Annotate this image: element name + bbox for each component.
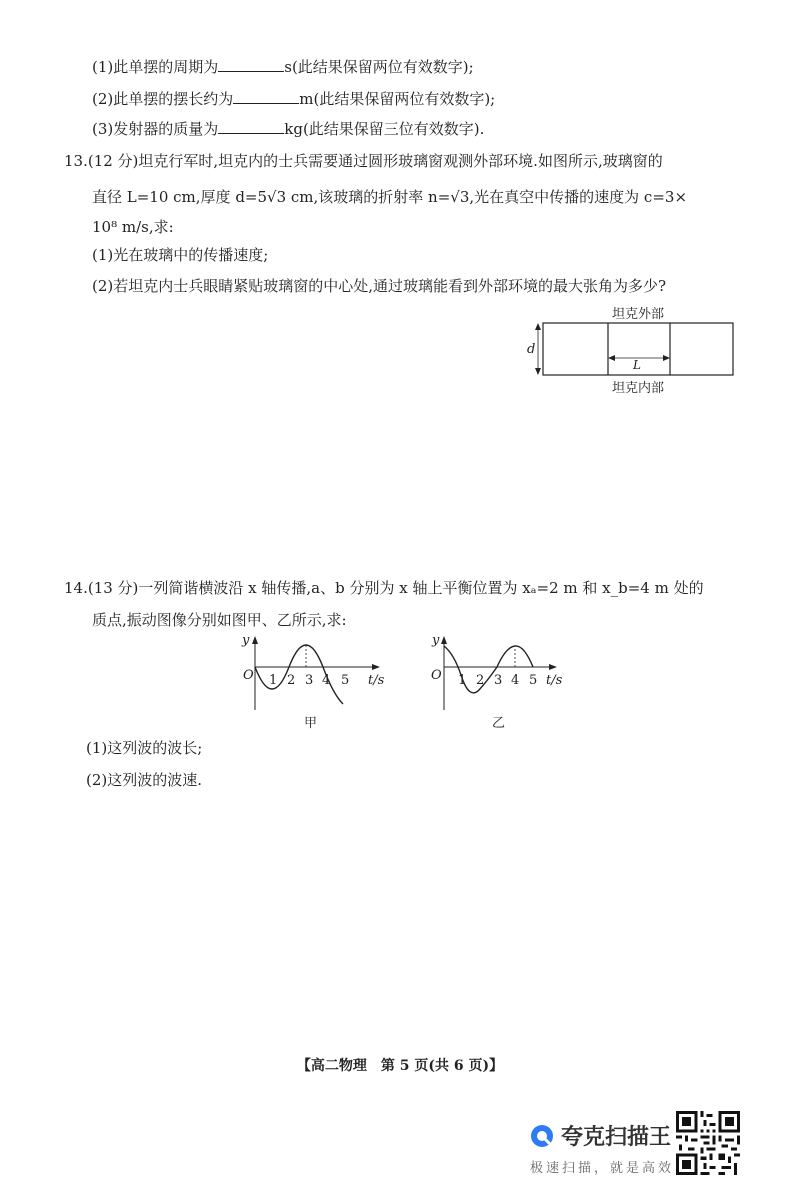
q13-line2: 直径 L=10 cm,厚度 d=5√3 cm,该玻璃的折射率 n=√3,光在真空中传播的速度为 c=3× — [92, 188, 688, 206]
graph-b-tick: 5 — [529, 673, 538, 688]
q13-line1: 13.(12 分)坦克行军时,坦克内的士兵需要通过圆形玻璃窗观测外部环境.如图所示,玻璃窗的 — [64, 152, 663, 170]
q12-item1 — [92, 57, 474, 77]
graph-a-x-label: t/s — [368, 673, 385, 688]
q13-sub2: (2)若坦克内士兵眼睛紧贴玻璃窗的中心处,通过玻璃能看到外部环境的最大张角为多少? — [92, 277, 667, 295]
q12-item3-post: kg(此结果保留三位有效数字). — [284, 120, 485, 138]
brand-tagline: 极速扫描，就是高效 — [530, 1161, 675, 1176]
answer-blank — [218, 119, 284, 134]
q14-line1: 14.(13 分)一列简谐横波沿 x 轴传播,a、b 分别为 x 轴上平衡位置为 xₐ=2 m 和 x_b=4 m 处的 — [64, 579, 704, 597]
q12-item3 — [92, 119, 484, 139]
graph-b-y-label: y — [432, 633, 440, 648]
graph-b-origin: O — [431, 668, 442, 683]
qr-code-icon — [676, 1111, 740, 1175]
graph-b-t-arrow — [549, 664, 557, 670]
q14-sub1: (1)这列波的波长; — [86, 739, 203, 757]
arrowhead-left — [608, 355, 615, 361]
graph-a-caption: 甲 — [304, 716, 318, 731]
q14-sub2: (2)这列波的波速. — [86, 771, 203, 789]
graph-a-tick: 5 — [341, 673, 350, 688]
q12-item2-pre: (2)此单摆的摆长约为 — [92, 90, 234, 108]
graph-a-tick: 4 — [322, 673, 331, 688]
graph-b-tick: 1 — [458, 673, 467, 688]
label-inside: 坦克内部 — [612, 381, 665, 396]
q13-line3: 10⁸ m/s,求: — [92, 218, 174, 236]
label-outside: 坦克外部 — [612, 307, 665, 322]
graph-a-tick: 1 — [269, 673, 278, 688]
q12-item2 — [92, 89, 495, 109]
q12-item2-post: m(此结果保留两位有效数字); — [299, 90, 496, 108]
answer-blank — [233, 89, 299, 104]
q12-item3-pre: (3)发射器的质量为 — [92, 120, 219, 138]
graph-b-tick: 3 — [494, 673, 503, 688]
brand-name: 夸克扫描王 — [561, 1125, 672, 1150]
quark-logo-icon — [530, 1124, 554, 1148]
arrowhead-right — [663, 355, 670, 361]
arrowhead-down — [535, 368, 541, 375]
graph-a-t-arrow — [372, 664, 380, 670]
label-d: d — [527, 342, 536, 357]
graph-b-caption: 乙 — [492, 716, 506, 731]
graph-a-origin: O — [243, 668, 254, 683]
answer-blank — [218, 57, 284, 72]
graph-a-tick: 3 — [305, 673, 314, 688]
page-footer: 【高二物理 第 5 页(共 6 页)】 — [296, 1058, 504, 1074]
arrowhead-up — [535, 323, 541, 330]
graph-a-y-arrow — [252, 636, 258, 644]
q13-sub1: (1)光在玻璃中的传播速度; — [92, 246, 269, 264]
q12-item1-post: s(此结果保留两位有效数字); — [284, 58, 474, 76]
graph-b-x-label: t/s — [546, 673, 563, 688]
graph-b-tick: 2 — [476, 673, 485, 688]
graph-a-y-label: y — [242, 633, 250, 648]
graph-b-tick: 4 — [511, 673, 520, 688]
q12-item1-pre: (1)此单摆的周期为 — [92, 58, 219, 76]
label-L: L — [633, 358, 641, 372]
q14-line2: 质点,振动图像分别如图甲、乙所示,求: — [92, 611, 347, 629]
graph-b-y-arrow — [441, 636, 447, 644]
graph-a-tick: 2 — [287, 673, 296, 688]
